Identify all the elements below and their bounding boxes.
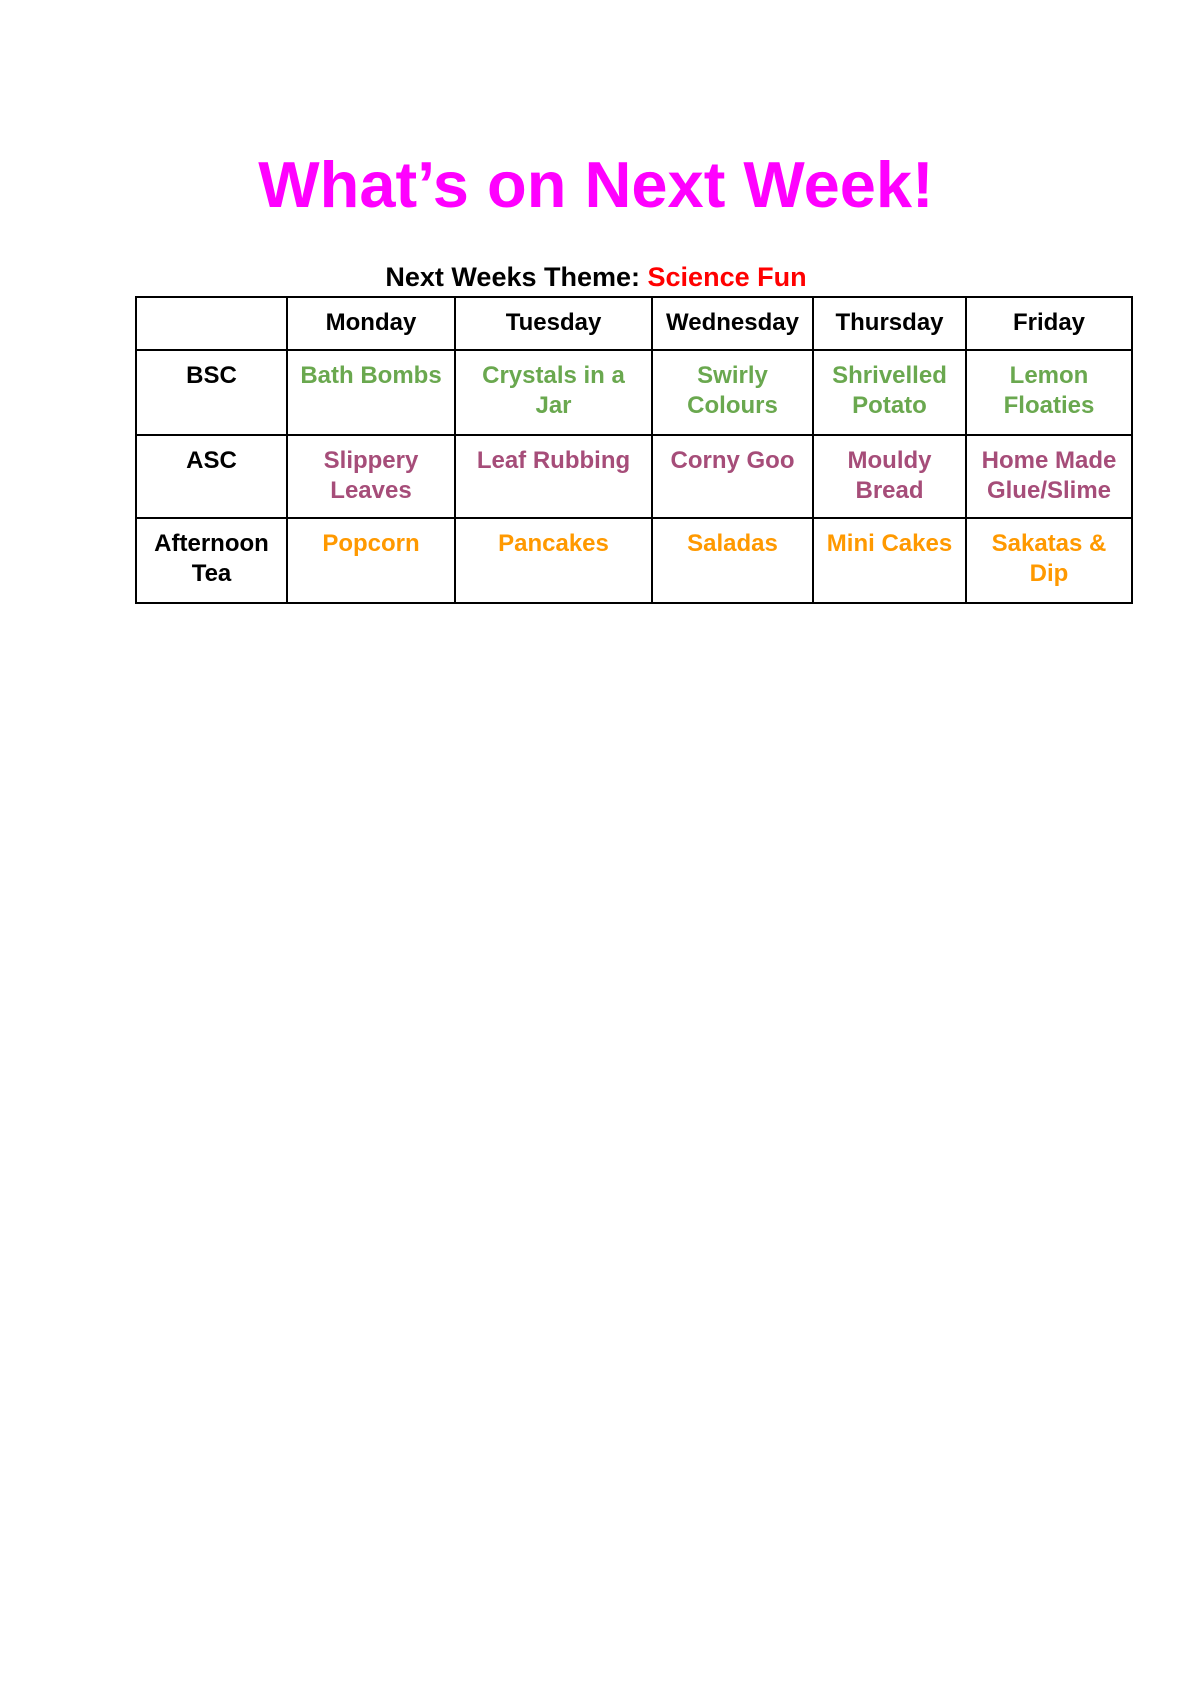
row-label-afternoon-tea: Afternoon Tea [136,518,287,603]
theme-value: Science Fun [647,262,807,292]
header-tuesday: Tuesday [455,297,652,350]
bsc-friday-cell: Lemon Floaties [966,350,1132,435]
table-row-afternoon-tea [136,518,1132,603]
theme-line [0,260,1192,294]
bsc-thursday-cell: Shrivelled Potato [813,350,966,435]
schedule-table [135,296,1133,604]
header-monday: Monday [287,297,455,350]
asc-wednesday-cell: Corny Goo [652,435,813,518]
asc-tuesday-cell: Leaf Rubbing [455,435,652,518]
asc-monday-cell: Slippery Leaves [287,435,455,518]
header-friday: Friday [966,297,1132,350]
table-row-asc [136,435,1132,518]
theme-label: Next Weeks Theme: [385,262,641,292]
row-label-bsc: BSC [136,350,287,435]
bsc-wednesday-cell: Swirly Colours [652,350,813,435]
tea-friday-cell: Sakatas & Dip [966,518,1132,603]
tea-monday-cell: Popcorn [287,518,455,603]
page-title: What’s on Next Week! [258,148,934,221]
table-header-row [136,297,1132,350]
tea-tuesday-cell: Pancakes [455,518,652,603]
asc-friday-cell: Home Made Glue/Slime [966,435,1132,518]
row-label-asc: ASC [136,435,287,518]
header-thursday: Thursday [813,297,966,350]
bsc-monday-cell: Bath Bombs [287,350,455,435]
tea-thursday-cell: Mini Cakes [813,518,966,603]
table-row-bsc [136,350,1132,435]
tea-wednesday-cell: Saladas [652,518,813,603]
bsc-tuesday-cell: Crystals in a Jar [455,350,652,435]
header-wednesday: Wednesday [652,297,813,350]
asc-thursday-cell: Mouldy Bread [813,435,966,518]
header-corner [136,297,287,350]
